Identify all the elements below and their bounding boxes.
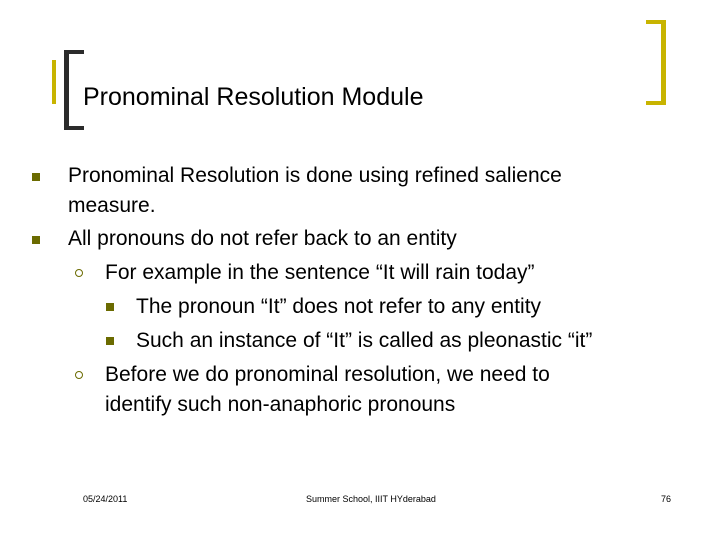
footer-center: Summer School, IIIT HYderabad <box>306 494 436 504</box>
bullet-text: Pronominal Resolution is done using refined salience <box>68 164 562 187</box>
bullet-circle-icon <box>75 371 83 379</box>
bullet-text: All pronouns do not refer back to an entity <box>68 227 457 250</box>
sub-sub-bullet-text: The pronoun “It” does not refer to any entity <box>136 295 542 318</box>
title-accent-bar <box>52 60 56 104</box>
bullet-square-icon <box>32 236 40 244</box>
sub-bullet-text: identify such non-anaphoric pronouns <box>105 393 456 416</box>
bullet-circle-icon <box>75 269 83 277</box>
sub-bullet-text: For example in the sentence “It will rain today” <box>105 261 535 284</box>
bullet-square-icon <box>32 173 40 181</box>
bullet-square-icon <box>106 303 114 311</box>
slide-title: Pronominal Resolution Module <box>83 83 424 111</box>
sub-sub-bullet-text: Such an instance of “It” is called as pleonastic “it” <box>136 329 593 352</box>
bullet-text: measure. <box>68 194 156 217</box>
sub-bullet-text: Before we do pronominal resolution, we need to <box>105 363 550 386</box>
footer-date: 05/24/2011 <box>83 494 128 504</box>
bullet-square-icon <box>106 337 114 345</box>
title-bracket-left <box>64 50 84 130</box>
footer-page-number: 76 <box>661 494 672 504</box>
title-bracket-right <box>646 20 666 105</box>
